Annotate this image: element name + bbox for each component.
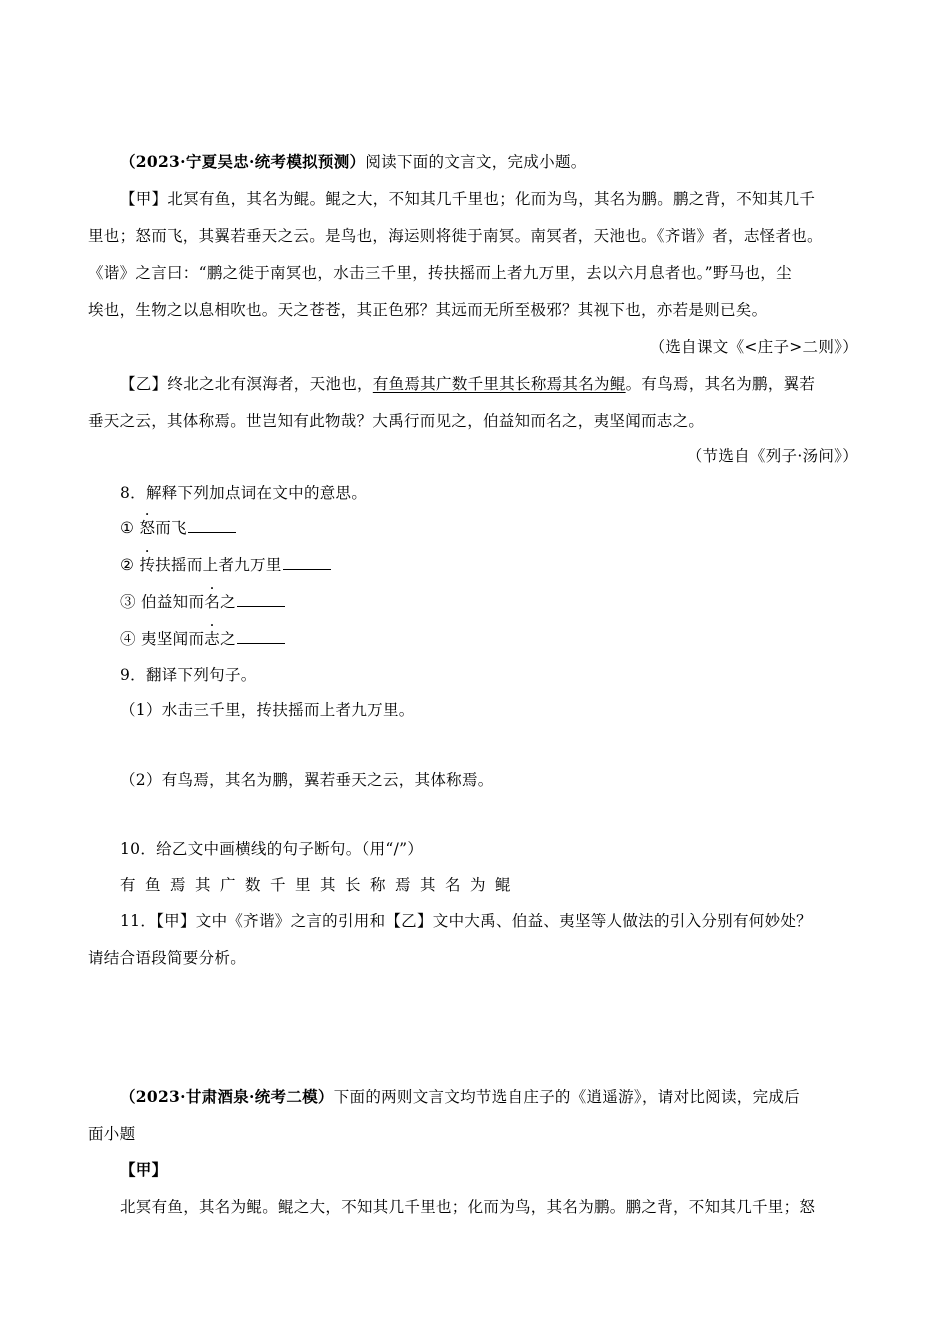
q1-jia-line4: 埃也，生物之以息相吹也。天之苍苍，其正色邪？其远而无所至极邪？其视下也，亦若是则已矣。 bbox=[88, 301, 768, 319]
q2-jia-line1: 北冥有鱼，其名为鲲。鲲之大，不知其几千里也；化而为鸟，其名为鹏。鹏之背，不知其几千里；怒 bbox=[120, 1198, 816, 1216]
q1-header bbox=[120, 151, 900, 173]
q10-sentence: 有鱼焉其广数千里其长称焉其名为鲲 bbox=[120, 876, 521, 894]
q8-item-1: ① 怒而飞 bbox=[120, 517, 900, 539]
q9-sentence-2: （2）有鸟焉，其名为鹏，翼若垂天之云，其体称焉。 bbox=[120, 771, 494, 789]
q2-header bbox=[120, 1086, 900, 1108]
q2-instruction: 下面的两则文言文均节选自庄子的《逍遥游》，请对比阅读，完成后 bbox=[333, 1088, 800, 1106]
q1-instruction: 阅读下面的文言文，完成小题。 bbox=[365, 153, 587, 171]
q1-jia-line2: 里也；怒而飞，其翼若垂天之云。是鸟也，海运则将徙于南冥。南冥者，天池也。《齐谐》者，志怪者也。 bbox=[88, 227, 823, 245]
q1-yi-source: （节选自《列子·汤问》） bbox=[686, 447, 858, 465]
underlined-sentence: 有鱼焉其广数千里其长称焉其名为鲲 bbox=[372, 375, 626, 393]
q2-instruction-line2: 面小题 bbox=[88, 1125, 136, 1143]
q1-jia-line3: 《谐》之言曰：“鹏之徙于南冥也，水击三千里，抟扶摇而上者九万里，去以六月息者也。”野马也，尘 bbox=[88, 264, 792, 282]
q11-line2: 请结合语段简要分析。 bbox=[88, 949, 247, 967]
q1-yi-line2: 垂天之云，其体称焉。世岂知有此物哉？大禹行而见之，伯益知而名之，夷坚闻而志之。 bbox=[88, 412, 705, 430]
q1-yi-label: 【乙】 bbox=[120, 375, 168, 393]
q1-jia-line1: 【甲】北冥有鱼，其名为鲲。鲲之大，不知其几千里也；化而为鸟，其名为鹏。鹏之背，不知其几千 bbox=[120, 190, 816, 208]
q1-source-tag: （2023·宁夏吴忠·统考模拟预测） bbox=[120, 152, 366, 171]
answer-blank[interactable] bbox=[283, 555, 331, 570]
q8-item-2: ② 抟扶摇而上者九万里 bbox=[120, 554, 900, 576]
q1-yi-line1: 【乙】终北之北有溟海者，天池也，有鱼焉其广数千里其长称焉其名为鲲。有鸟焉，其名为鹏，翼若 bbox=[120, 375, 816, 393]
answer-blank[interactable] bbox=[237, 629, 285, 644]
q2-jia-label: 【甲】 bbox=[120, 1160, 168, 1179]
q9-sentence-1: （1）水击三千里，抟扶摇而上者九万里。 bbox=[120, 701, 415, 719]
q8-item-3: ③ 伯益知而名之 bbox=[120, 591, 900, 613]
q1-jia-label: 【甲】 bbox=[120, 190, 168, 208]
q1-jia-source: （选自课文《<庄子>二则》） bbox=[649, 338, 858, 356]
dotted-word: 志 bbox=[204, 630, 221, 648]
q10-stem: 10．给乙文中画横线的句子断句。（用“/”） bbox=[120, 840, 424, 858]
q8-stem: 8．解释下列加点词在文中的意思。 bbox=[120, 484, 368, 502]
dotted-word: 抟 bbox=[139, 556, 156, 574]
answer-blank[interactable] bbox=[188, 518, 236, 533]
answer-blank[interactable] bbox=[237, 592, 285, 607]
q11-line1: 11．【甲】文中《齐谐》之言的引用和【乙】文中大禹、伯益、夷坚等人做法的引入分别有何妙处？ bbox=[120, 912, 812, 930]
q8-item-4: ④ 夷坚闻而志之 bbox=[120, 628, 900, 650]
dotted-word: 怒 bbox=[139, 519, 156, 537]
q9-stem: 9．翻译下列句子。 bbox=[120, 666, 257, 684]
q2-source-tag: （2023·甘肃酒泉·统考二模） bbox=[120, 1087, 334, 1106]
dotted-word: 名 bbox=[204, 593, 221, 611]
